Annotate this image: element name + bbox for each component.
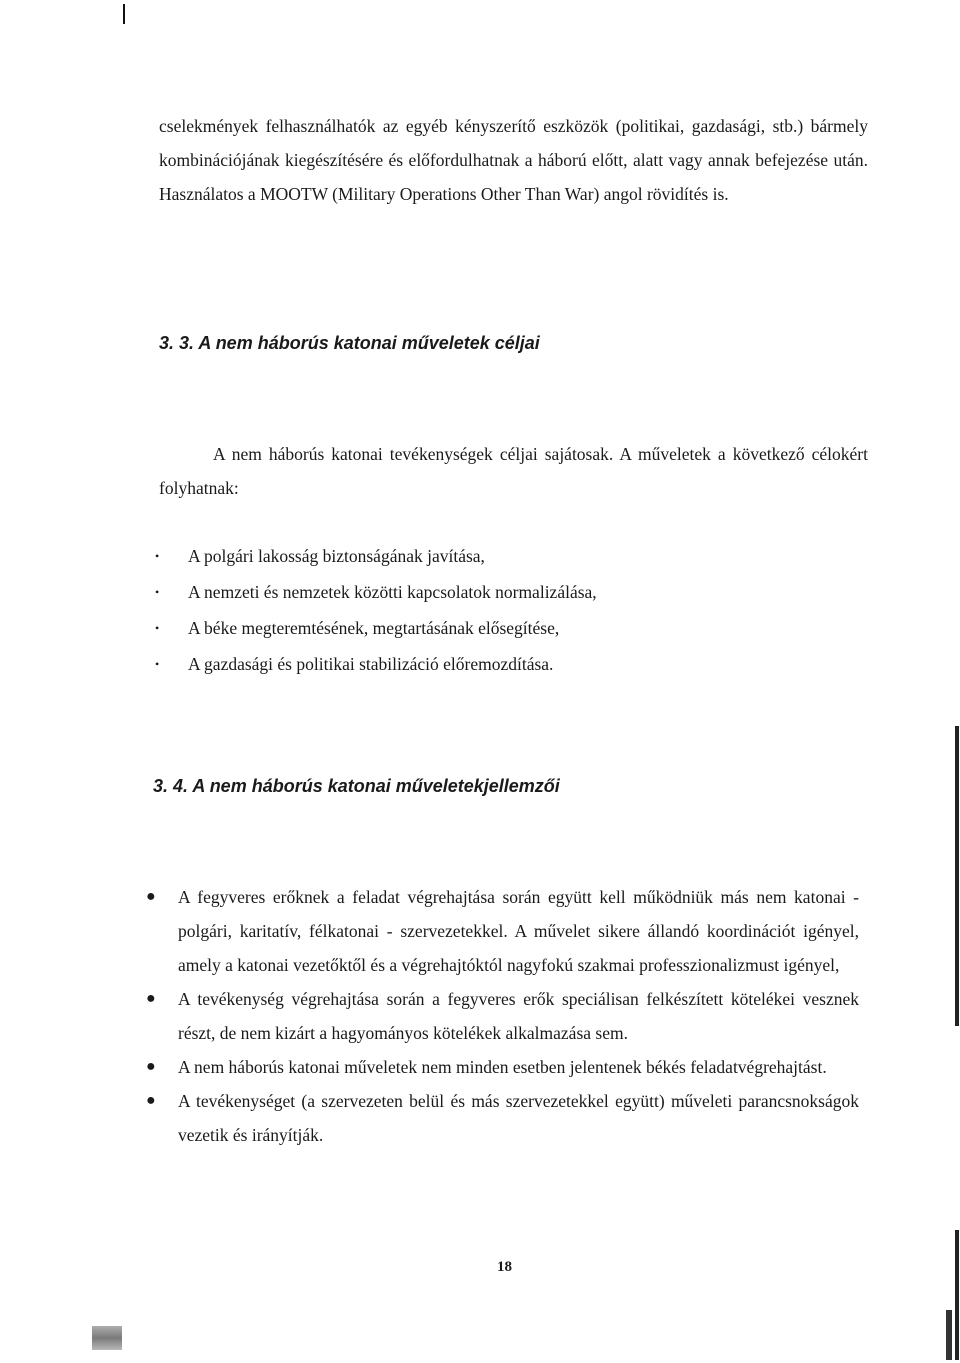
- goals-paragraph: A nem háborús katonai tevékenységek céljai sajátosak. A műveletek a következő célokért folyhatnak:: [159, 444, 868, 498]
- bullet-icon: •: [155, 621, 160, 635]
- scan-artifact: [92, 1326, 122, 1350]
- bullet-icon: •: [155, 585, 160, 599]
- scan-artifact: [946, 1310, 952, 1360]
- goals-list: [153, 538, 597, 682]
- characteristics-list: [146, 880, 859, 1152]
- bullet-icon: ●: [146, 888, 156, 905]
- list-item: ● A tevékenységet (a szervezeten belül és más szervezetekkel együtt) műveleti parancsnokságok vezetik és irányítják.: [146, 1084, 859, 1152]
- section-heading-3-3: 3. 3. A nem háborús katonai műveletek céljai: [159, 333, 540, 353]
- bullet-icon: •: [155, 657, 160, 671]
- page-number: 18: [497, 1259, 512, 1275]
- list-item: ● A nem háborús katonai műveletek nem minden esetben jelentenek békés feladatvégrehajtást.: [146, 1050, 859, 1084]
- list-item: ● A tevékenység végrehajtása során a fegyveres erők speciálisan felkészített kötelékei vesznek részt, de nem kizárt a hagyományos kötelékek alkalmazása sem.: [146, 982, 859, 1050]
- list-item: • A nemzeti és nemzetek közötti kapcsolatok normalizálása,: [153, 574, 597, 610]
- list-item: • A gazdasági és politikai stabilizáció előremozdítása.: [153, 646, 597, 682]
- list-item: ● A fegyveres erőknek a feladat végrehajtása során együtt kell működniük más nem katonai - polgári, karitatív, félkatonai - szervezetekkel. A művelet sikere állandó koordinációt igényel, amely a katonai vezetőktől és a végrehajtóktól nagyfokú szakmai professzionalizmust igényel,: [146, 880, 859, 982]
- scan-artifact: [123, 4, 125, 24]
- intro-paragraph: cselekmények felhasználhatók az egyéb kényszerítő eszközök (politikai, gazdasági, stb.) bármely kombinációjának kiegészítésére és előfordulhatnak a háború előtt, alatt vagy annak befejezése után. Használatos a MOOTW (Military Operations Other Than War) angol rövidítés is.: [159, 116, 868, 204]
- list-item: • A béke megteremtésének, megtartásának elősegítése,: [153, 610, 597, 646]
- section-heading-3-4: 3. 4. A nem háborús katonai műveletekjellemzői: [153, 776, 560, 796]
- bullet-icon: •: [155, 549, 160, 563]
- scan-artifact: [955, 726, 959, 1026]
- list-item: • A polgári lakosság biztonságának javítása,: [153, 538, 597, 574]
- bullet-icon: ●: [146, 1058, 156, 1075]
- bullet-icon: ●: [146, 990, 156, 1007]
- scan-artifact: [955, 1230, 959, 1360]
- bullet-icon: ●: [146, 1092, 156, 1109]
